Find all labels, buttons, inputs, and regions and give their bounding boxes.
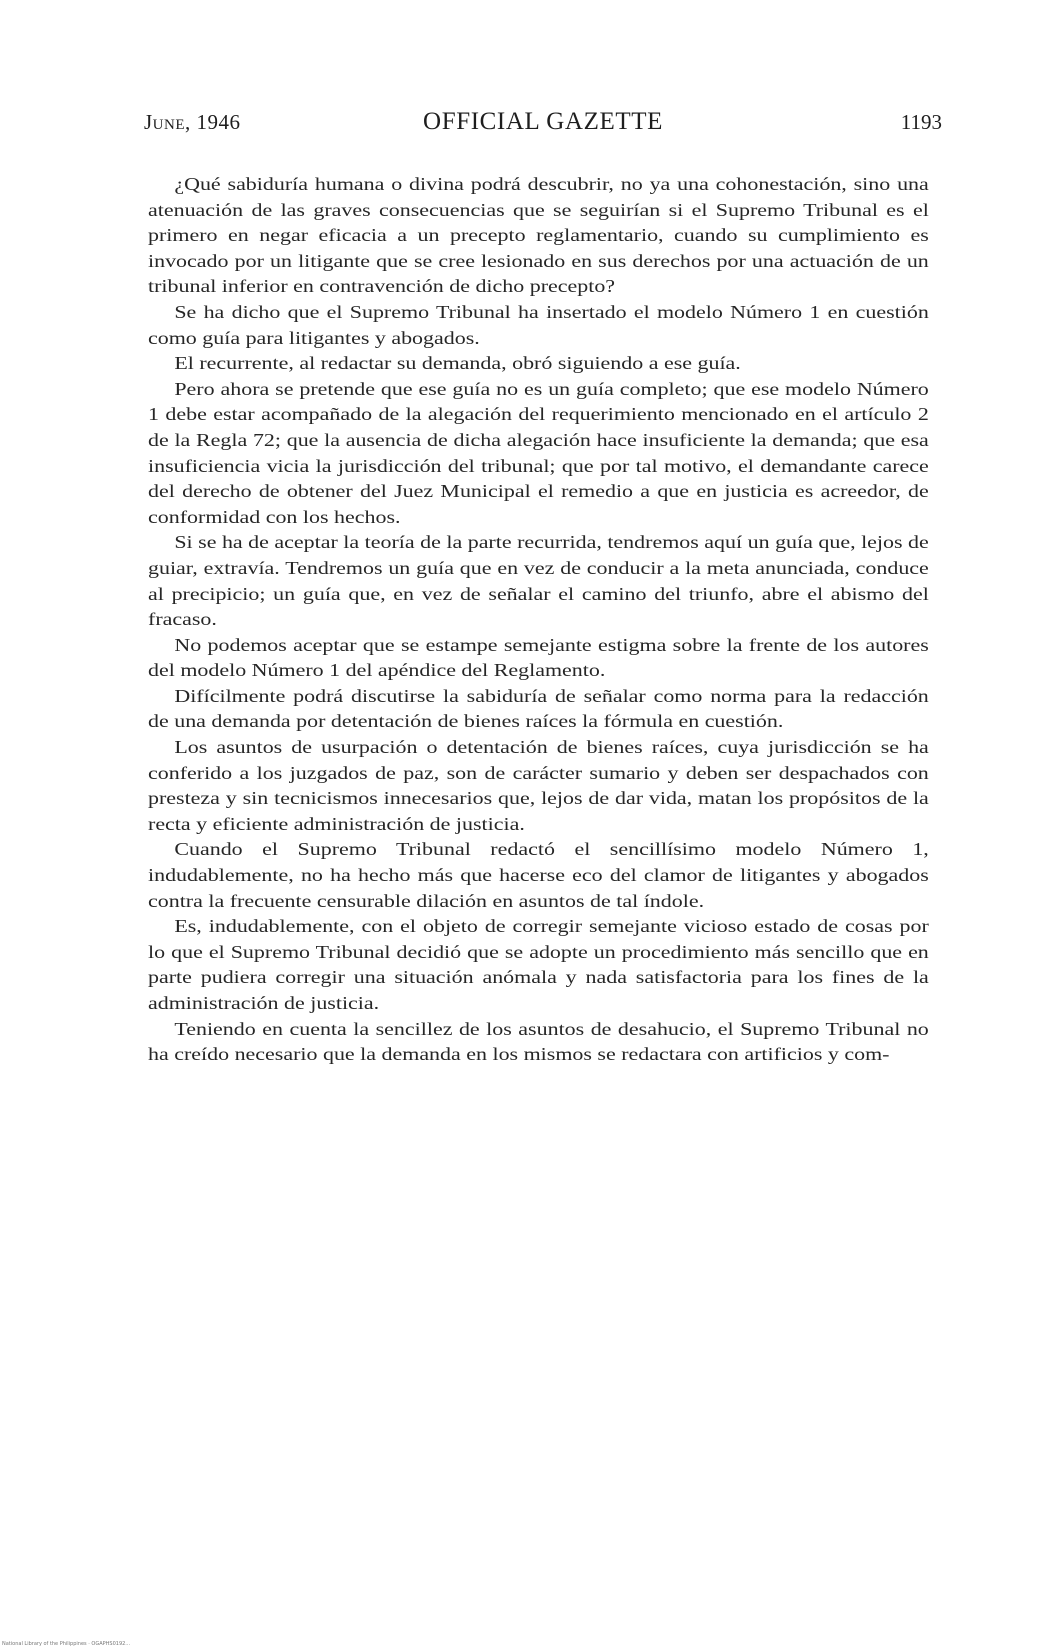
paragraph: Es, indudablemente, con el objeto de corregir semejante vicioso estado de cosas por lo que el Supremo Tribunal decidió que se adopte un procedimiento más sencillo que en parte pudiera corregir una situación anómala y nada satisfactoria para los fines de la administración de justicia. [148, 916, 929, 1013]
paragraph: Pero ahora se pretende que ese guía no es un guía completo; que ese modelo Número 1 debe estar acompañado de la alegación del requerimiento mencionado en el artículo 2 de la Regla 72; que la ausencia de dicha alegación hace insuficiente la demanda; que esa insuficiencia vicia la jurisdicción del tribunal; que por tal motivo, el demandante carece del derecho de obtener del Juez Municipal el remedio a que en justicia es acreedor, de conformidad con los hechos. [148, 378, 929, 527]
paragraph: Cuando el Supremo Tribunal redactó el sencillísimo modelo Número 1, indudablemente, no ha hecho más que hacerse eco del clamor de litigantes y abogados contra la frecuente censurable dilación en asuntos de tal índole. [148, 839, 929, 911]
footer-credit: National Library of the Philippines · OGAPHS0192... [2, 1641, 131, 1647]
paragraph: ¿Qué sabiduría humana o divina podrá descubrir, no ya una cohonestación, sino una atenuación de las graves consecuencias que se seguirían si el Supremo Tribunal es el primero en negar eficacia a un precepto reglamentario, cuando su cumplimiento es invocado por un litigante que se cree lesionado en sus derechos por una actuación de un tribunal inferior en contravención de dicho precepto? [148, 174, 929, 297]
paragraph: Si se ha de aceptar la teoría de la parte recurrida, tendremos aquí un guía que, lejos de guiar, extravía. Tendremos un guía que en vez de conducir a la meta anunciada, conduce al precipicio; un guía que, en vez de señalar el camino del triunfo, abre el abismo del fracaso. [148, 532, 929, 630]
page-header [144, 108, 942, 142]
body-text [148, 172, 929, 1068]
paragraph: Los asuntos de usurpación o detentación de bienes raíces, cuya jurisdicción se ha conferido a los juzgados de paz, son de carácter sumario y deben ser despachados con presteza y sin tecnicismos innecesarios que, lejos de dar vida, matan los propósitos de la recta y eficiente administración de justicia. [148, 737, 929, 834]
header-date: June, 1946 [144, 110, 241, 134]
paragraph: El recurrente, al redactar su demanda, obró siguiendo a ese guía. [174, 353, 741, 374]
paragraph: Difícilmente podrá discutirse la sabiduría de señalar como norma para la redacción de una demanda por detentación de bienes raíces la fórmula en cuestión. [148, 685, 929, 732]
header-page-number: 1193 [900, 110, 942, 134]
paragraph: Se ha dicho que el Supremo Tribunal ha insertado el modelo Número 1 en cuestión como guía para litigantes y abogados. [148, 301, 929, 348]
header-title: OFFICIAL GAZETTE [423, 108, 663, 135]
paragraph: Teniendo en cuenta la sencillez de los asuntos de desahucio, el Supremo Tribunal no ha creído necesario que la demanda en los mismos se redactara con artificios y com- [148, 1018, 929, 1065]
paragraph: No podemos aceptar que se estampe semejante estigma sobre la frente de los autores del modelo Número 1 del apéndice del Reglamento. [148, 634, 929, 681]
